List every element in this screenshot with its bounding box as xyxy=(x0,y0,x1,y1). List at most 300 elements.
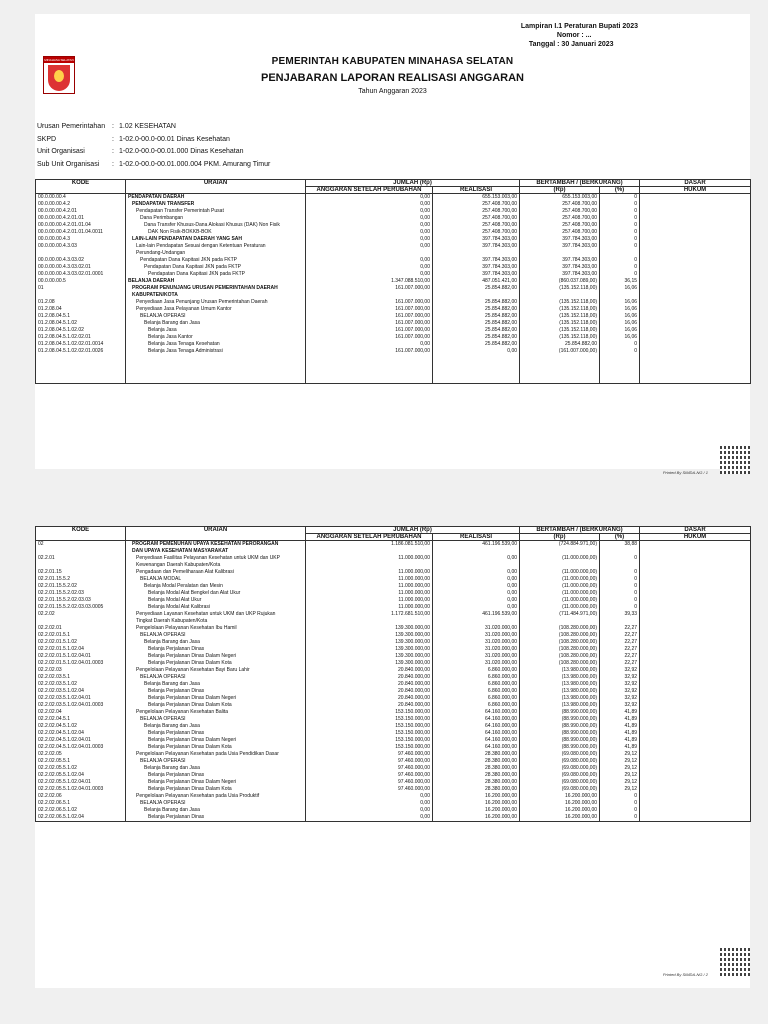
uraian-cell: Belanja Barang dan Jasa xyxy=(126,723,306,730)
realisasi-cell: 0,00 xyxy=(433,348,520,355)
selisih-cell: 25.854.882,00 xyxy=(520,341,600,348)
realisasi-cell: 0,00 xyxy=(433,597,520,604)
table-row xyxy=(36,618,751,625)
realisasi-cell: 655.153.003,00 xyxy=(433,194,520,202)
table-row xyxy=(36,201,751,208)
dasar-hukum-cell xyxy=(640,660,751,667)
table-row xyxy=(36,555,751,562)
realisasi-cell: 28.380.000,00 xyxy=(433,751,520,758)
anggaran-cell: 0,00 xyxy=(306,236,433,243)
persen-cell: 0 xyxy=(600,807,640,814)
table-row xyxy=(36,590,751,597)
selisih-cell: 16.200.000,00 xyxy=(520,807,600,814)
selisih-cell: (13.980.000,00) xyxy=(520,702,600,709)
dasar-hukum-cell xyxy=(640,807,751,814)
dasar-hukum-cell xyxy=(640,793,751,800)
meta-value: 1.02 KESEHATAN xyxy=(119,123,176,130)
dasar-hukum-cell xyxy=(640,278,751,285)
uraian-cell: Pengelolaan Pelayanan Kesehatan pada Usia Pendidikan Dasar xyxy=(126,751,306,758)
dasar-hukum-cell xyxy=(640,730,751,737)
persen-cell: 29,12 xyxy=(600,772,640,779)
rp-header: (Rp) xyxy=(520,534,600,541)
uraian-cell: KABUPATEN/KOTA xyxy=(126,292,306,299)
selisih-cell: (711.484.971,00) xyxy=(520,611,600,618)
uraian-cell: PROGRAM PEMENUHAN UPAYA KESEHATAN PERORANGAN xyxy=(126,541,306,549)
table-row xyxy=(36,772,751,779)
realisasi-cell xyxy=(433,548,520,555)
uraian-cell: Belanja Jasa Tenaga Administrasi xyxy=(126,348,306,355)
dasar-hukum-cell xyxy=(640,751,751,758)
table-row xyxy=(36,306,751,313)
kode-cell: 02.2.01.15.5.2.02.03 xyxy=(36,590,126,597)
report-table-1 xyxy=(35,179,751,384)
persen-cell xyxy=(600,562,640,569)
selisih-cell: (69.080.000,00) xyxy=(520,765,600,772)
table-row xyxy=(36,569,751,576)
table-row xyxy=(36,313,751,320)
anggaran-cell: 97.460.000,00 xyxy=(306,772,433,779)
uraian-cell: Lain-lain Pendapatan Sesuai dengan Ketentuan Peraturan xyxy=(126,243,306,250)
persen-cell: 0 xyxy=(600,236,640,243)
org-info xyxy=(37,121,270,171)
anggaran-cell xyxy=(306,292,433,299)
table-row xyxy=(36,348,751,355)
realisasi-cell: 64.160.000,00 xyxy=(433,730,520,737)
qr-code-icon xyxy=(720,444,750,474)
uraian-cell: Belanja Barang dan Jasa xyxy=(126,807,306,814)
table-row xyxy=(36,562,751,569)
table-row xyxy=(36,674,751,681)
meta-key: Unit Organisasi xyxy=(37,148,85,155)
dasar-hukum-cell xyxy=(640,709,751,716)
anggaran-cell: 0,00 xyxy=(306,229,433,236)
kode-cell: 02.2.01.15.5.2.02.03.03.0005 xyxy=(36,604,126,611)
table-row xyxy=(36,257,751,264)
anggaran-cell: 11.000.000,00 xyxy=(306,576,433,583)
selisih-cell: (135.152.118,00) xyxy=(520,334,600,341)
qr-code-icon xyxy=(720,946,750,976)
table-row xyxy=(36,299,751,306)
dasar-hukum-cell xyxy=(640,236,751,243)
persen-cell: 0 xyxy=(600,569,640,576)
anggaran-cell: 97.460.000,00 xyxy=(306,751,433,758)
anggaran-cell: 0,00 xyxy=(306,194,433,202)
table-row xyxy=(36,625,751,632)
dasar-hukum-cell xyxy=(640,348,751,355)
table-row xyxy=(36,793,751,800)
kode-cell: 02.2.01.15 xyxy=(36,569,126,576)
kode-cell: 02.2.02.03.5.1.02.04 xyxy=(36,688,126,695)
realisasi-cell: 25.854.882,00 xyxy=(433,334,520,341)
kode-cell: 02.2.02.06.5.1.02.04 xyxy=(36,814,126,822)
uraian-cell: Belanja Perjalanan Dinas Dalam Kota xyxy=(126,744,306,751)
realisasi-cell: 16.200.000,00 xyxy=(433,800,520,807)
selisih-cell: (108.280.000,00) xyxy=(520,639,600,646)
uraian-cell: Belanja Perjalanan Dinas Dalam Kota xyxy=(126,702,306,709)
meta-row xyxy=(37,121,270,134)
anggaran-cell: 161.007.000,00 xyxy=(306,327,433,334)
dasar-hukum-cell xyxy=(640,779,751,786)
persen-cell: 0 xyxy=(600,264,640,271)
realisasi-cell: 28.380.000,00 xyxy=(433,758,520,765)
realisasi-cell: 31.020.000,00 xyxy=(433,660,520,667)
table-row xyxy=(36,208,751,215)
uraian-cell: BELANJA DAERAH xyxy=(126,278,306,285)
anggaran-header: ANGGARAN SETELAH PERUBAHAN xyxy=(306,187,433,194)
persen-cell: 29,12 xyxy=(600,751,640,758)
persen-cell: 0 xyxy=(600,348,640,355)
selisih-cell: (135.152.118,00) xyxy=(520,327,600,334)
anggaran-cell xyxy=(306,548,433,555)
table-row xyxy=(36,800,751,807)
table-row xyxy=(36,611,751,618)
fiscal-year: Tahun Anggaran 2023 xyxy=(358,88,427,95)
realisasi-cell: 25.854.882,00 xyxy=(433,306,520,313)
uraian-cell: Pendapatan Dana Kapitasi JKN pada FKTP xyxy=(126,264,306,271)
uraian-cell: Belanja Perjalanan Dinas Dalam Negeri xyxy=(126,779,306,786)
table-row xyxy=(36,723,751,730)
dasar-hukum-cell xyxy=(640,695,751,702)
dasar-hukum-cell xyxy=(640,800,751,807)
table-row xyxy=(36,341,751,348)
anggaran-cell: 139.300.000,00 xyxy=(306,632,433,639)
dasar-hukum-cell xyxy=(640,215,751,222)
realisasi-cell: 64.160.000,00 xyxy=(433,737,520,744)
persen-cell: 32,92 xyxy=(600,674,640,681)
dasar-hukum-cell xyxy=(640,632,751,639)
realisasi-cell: 0,00 xyxy=(433,555,520,562)
kode-cell: 02.2.01.15.5.2.02.03.03 xyxy=(36,597,126,604)
persen-cell: 0 xyxy=(600,201,640,208)
uraian-cell: Pengelolaan Pelayanan Kesehatan pada Usia Produktif xyxy=(126,793,306,800)
kode-cell: 02.2.02.05.5.1.02.04.01.0003 xyxy=(36,786,126,793)
uraian-cell: Penyediaan Layanan Kesehatan untuk UKM dan UKP Rujukan xyxy=(126,611,306,618)
kode-cell: 02.2.02.04.5.1.02 xyxy=(36,723,126,730)
table-row xyxy=(36,737,751,744)
report-table-2 xyxy=(35,526,751,822)
anggaran-cell: 139.300.000,00 xyxy=(306,660,433,667)
table-row xyxy=(36,758,751,765)
dasar-hukum-cell xyxy=(640,583,751,590)
uraian-cell: Penyediaan Jasa Pelayanan Umum Kantor xyxy=(126,306,306,313)
selisih-cell: (88.990.000,00) xyxy=(520,709,600,716)
uraian-cell: BELANJA OPERASI xyxy=(126,716,306,723)
persen-cell: 32,92 xyxy=(600,688,640,695)
table-row xyxy=(36,320,751,327)
persen-cell: 0 xyxy=(600,194,640,202)
persen-cell: 38,88 xyxy=(600,541,640,549)
uraian-cell: PENDAPATAN TRANSFER xyxy=(126,201,306,208)
selisih-cell: (724.884.971,00) xyxy=(520,541,600,549)
kode-cell: 00.0.00.00.4.3.03.02.01 xyxy=(36,264,126,271)
persen-cell: 41,89 xyxy=(600,716,640,723)
realisasi-cell: 25.854.882,00 xyxy=(433,299,520,306)
kode-cell: 01.2.08.04.5.1.02.02 xyxy=(36,327,126,334)
kode-cell: 02.2.02.06.5.1 xyxy=(36,800,126,807)
anggaran-cell: 0,00 xyxy=(306,208,433,215)
kode-cell: 02.2.02.01.5.1.02 xyxy=(36,639,126,646)
realisasi-cell: 25.854.882,00 xyxy=(433,285,520,292)
uraian-cell: Belanja Barang dan Jasa xyxy=(126,681,306,688)
dasar-hukum-cell xyxy=(640,597,751,604)
uraian-cell: BELANJA OPERASI xyxy=(126,632,306,639)
realisasi-cell: 6.860.000,00 xyxy=(433,681,520,688)
meta-colon: : xyxy=(112,123,114,130)
table-row xyxy=(36,660,751,667)
anggaran-cell: 0,00 xyxy=(306,215,433,222)
anggaran-cell: 0,00 xyxy=(306,201,433,208)
anggaran-cell: 1.186.081.510,00 xyxy=(306,541,433,549)
realisasi-cell: 257.408.700,00 xyxy=(433,208,520,215)
selisih-cell: (88.990.000,00) xyxy=(520,737,600,744)
dasar-hukum-cell xyxy=(640,737,751,744)
selisih-cell xyxy=(520,250,600,257)
kode-cell: 02.2.02.03.5.1.02.04.01.0003 xyxy=(36,702,126,709)
kode-cell: 00.0.00.00.4.2.01.01.04 xyxy=(36,222,126,229)
dasar-hukum-cell xyxy=(640,264,751,271)
persen-cell xyxy=(600,292,640,299)
selisih-cell: (69.080.000,00) xyxy=(520,772,600,779)
uraian-cell: Belanja Perjalanan Dinas xyxy=(126,688,306,695)
uraian-cell: Belanja Barang dan Jasa xyxy=(126,765,306,772)
table-row xyxy=(36,744,751,751)
kode-cell: 01.2.08.04.5.1.02 xyxy=(36,320,126,327)
anggaran-cell: 153.150.000,00 xyxy=(306,744,433,751)
selisih-cell: (13.980.000,00) xyxy=(520,674,600,681)
realisasi-cell xyxy=(433,292,520,299)
selisih-cell: (88.990.000,00) xyxy=(520,744,600,751)
uraian-cell: Penyediaan Fasilitas Pelayanan Kesehatan untuk UKM dan UKP xyxy=(126,555,306,562)
persen-cell: 39,33 xyxy=(600,611,640,618)
realisasi-header: REALISASI xyxy=(433,534,520,541)
persen-cell: 0 xyxy=(600,576,640,583)
anggaran-cell: 0,00 xyxy=(306,257,433,264)
kode-cell: 02.2.02.01.5.1.02.04.01.0003 xyxy=(36,660,126,667)
dasar-hukum-cell xyxy=(640,555,751,562)
dasar-hukum-cell xyxy=(640,681,751,688)
persen-cell: 16,06 xyxy=(600,313,640,320)
realisasi-cell: 64.160.000,00 xyxy=(433,709,520,716)
table-row xyxy=(36,751,751,758)
selisih-cell: 397.784.303,00 xyxy=(520,257,600,264)
tanggal-line: Tanggal : 30 Januari 2023 xyxy=(528,41,614,48)
persen-cell: 22,27 xyxy=(600,639,640,646)
dasar-header: DASAR xyxy=(640,527,751,534)
anggaran-cell: 11.000.000,00 xyxy=(306,604,433,611)
realisasi-cell: 397.784.303,00 xyxy=(433,236,520,243)
table-row xyxy=(36,583,751,590)
kode-cell: 02.2.02.04 xyxy=(36,709,126,716)
uraian-cell: Penyediaan Jasa Penunjang Urusan Pemerintahan Daerah xyxy=(126,299,306,306)
persen-cell xyxy=(600,250,640,257)
dasar-hukum-cell xyxy=(640,604,751,611)
dasar-hukum-cell xyxy=(640,590,751,597)
uraian-header: URAIAN xyxy=(126,180,306,194)
realisasi-cell: 28.380.000,00 xyxy=(433,772,520,779)
kode-cell: 02.2.02.05.5.1.02.04 xyxy=(36,772,126,779)
kode-cell: 02.2.02.04.5.1.02.04.01.0003 xyxy=(36,744,126,751)
uraian-cell: Belanja Modal Alat Ukur xyxy=(126,597,306,604)
dasar-hukum-cell xyxy=(640,765,751,772)
anggaran-cell: 0,00 xyxy=(306,800,433,807)
selisih-cell: 257.408.700,00 xyxy=(520,215,600,222)
kode-cell: 00.0.00.00.4.3.03.02.01.0001 xyxy=(36,271,126,278)
selisih-cell: 16.200.000,00 xyxy=(520,793,600,800)
selisih-cell: (69.080.000,00) xyxy=(520,786,600,793)
realisasi-cell: 0,00 xyxy=(433,604,520,611)
dasar-hukum-cell xyxy=(640,716,751,723)
dasar-hukum-cell xyxy=(640,201,751,208)
realisasi-cell: 461.196.539,00 xyxy=(433,611,520,618)
anggaran-cell: 11.000.000,00 xyxy=(306,590,433,597)
meta-colon: : xyxy=(112,148,114,155)
persen-cell: 29,12 xyxy=(600,765,640,772)
meta-key: Sub Unit Organisasi xyxy=(37,160,100,168)
kode-cell: 01.2.08.04.5.1.02.02.01.0014 xyxy=(36,341,126,348)
selisih-cell: (13.980.000,00) xyxy=(520,695,600,702)
selisih-cell xyxy=(520,292,600,299)
anggaran-cell: 20.840.000,00 xyxy=(306,681,433,688)
kode-cell: 02.2.02.06 xyxy=(36,793,126,800)
uraian-cell: Belanja Perjalanan Dinas Dalam Negeri xyxy=(126,695,306,702)
kode-cell: 00.0.00.00.4 xyxy=(36,194,126,202)
uraian-cell: BELANJA OPERASI xyxy=(126,800,306,807)
selisih-cell: (108.280.000,00) xyxy=(520,660,600,667)
kode-cell: 01.2.08.04.5.1 xyxy=(36,313,126,320)
kode-header: KODE xyxy=(36,527,126,541)
table-row xyxy=(36,278,751,285)
selisih-cell: (135.152.118,00) xyxy=(520,320,600,327)
realisasi-cell: 31.020.000,00 xyxy=(433,646,520,653)
table-row xyxy=(36,814,751,822)
dasar-hukum-cell xyxy=(640,257,751,264)
blank-row xyxy=(36,355,751,383)
persen-cell xyxy=(600,548,640,555)
persen-cell: 16,06 xyxy=(600,334,640,341)
realisasi-cell: 257.408.700,00 xyxy=(433,201,520,208)
persen-cell: 32,92 xyxy=(600,667,640,674)
meta-colon: : xyxy=(112,135,114,143)
table-row xyxy=(36,765,751,772)
table-row xyxy=(36,541,751,549)
dasar-hukum-cell xyxy=(640,341,751,348)
jumlah-header: JUMLAH (Rp) xyxy=(306,527,520,534)
table-row xyxy=(36,695,751,702)
realisasi-cell: 31.020.000,00 xyxy=(433,653,520,660)
selisih-cell: 397.784.303,00 xyxy=(520,236,600,243)
kode-cell: 02.2.02.01 xyxy=(36,625,126,632)
persen-cell: 0 xyxy=(600,215,640,222)
uraian-cell: Perundang-Undangan xyxy=(126,250,306,257)
dasar-hukum-cell xyxy=(640,611,751,618)
uraian-cell: Pendapatan Dana Kapitasi JKN pada FKTP xyxy=(126,257,306,264)
realisasi-cell: 28.380.000,00 xyxy=(433,765,520,772)
anggaran-cell: 0,00 xyxy=(306,264,433,271)
printed-by: Printed By SIMDA-NG / 1 xyxy=(662,470,708,475)
selisih-cell: (11.000.000,00) xyxy=(520,555,600,562)
kode-cell: 02.2.02.03 xyxy=(36,667,126,674)
table-row xyxy=(36,250,751,257)
persen-cell: 32,92 xyxy=(600,681,640,688)
persen-cell: 22,27 xyxy=(600,660,640,667)
kode-cell: 02.2.02.06.5.1.02 xyxy=(36,807,126,814)
anggaran-cell xyxy=(306,250,433,257)
table-row xyxy=(36,681,751,688)
dasar-hukum-cell xyxy=(640,786,751,793)
uraian-cell: Belanja Jasa xyxy=(126,327,306,334)
meta-value: 1-02.0-00.0-00.01.000.004 PKM. Amurang Timur xyxy=(119,160,271,168)
dasar-hukum-cell xyxy=(640,313,751,320)
dasar-hukum-cell xyxy=(640,667,751,674)
kode-cell xyxy=(36,562,126,569)
anggaran-cell: 161.007.000,00 xyxy=(306,348,433,355)
kode-cell: 01.2.08.04.5.1.02.02.01.0026 xyxy=(36,348,126,355)
logo-text: MINAHASA SELATAN xyxy=(44,58,74,62)
uraian-cell: Belanja Modal Peralatan dan Mesin xyxy=(126,583,306,590)
report-page-1 xyxy=(35,14,750,475)
uraian-cell: Pengelolaan Pelayanan Kesehatan Bayi Baru Lahir xyxy=(126,667,306,674)
anggaran-cell: 0,00 xyxy=(306,814,433,822)
kode-cell: 01.2.08.04 xyxy=(36,306,126,313)
realisasi-header: REALISASI xyxy=(433,187,520,194)
realisasi-cell: 6.860.000,00 xyxy=(433,674,520,681)
dasar-hukum-cell xyxy=(640,618,751,625)
anggaran-cell: 11.000.000,00 xyxy=(306,583,433,590)
uraian-cell: Belanja Barang dan Jasa xyxy=(126,639,306,646)
realisasi-cell: 25.854.882,00 xyxy=(433,341,520,348)
meta-key: SKPD xyxy=(37,135,57,143)
anggaran-cell: 20.840.000,00 xyxy=(306,688,433,695)
selisih-cell: (108.280.000,00) xyxy=(520,653,600,660)
persen-cell: 0 xyxy=(600,341,640,348)
dasar-hukum-cell xyxy=(640,625,751,632)
persen-cell: 0 xyxy=(600,814,640,822)
uraian-cell: BELANJA OPERASI xyxy=(126,674,306,681)
dasar-hukum-cell xyxy=(640,548,751,555)
anggaran-cell: 1.172.681.510,00 xyxy=(306,611,433,618)
table-row xyxy=(36,604,751,611)
anggaran-cell: 139.300.000,00 xyxy=(306,639,433,646)
kode-cell: 02.2.01.15.5.2.02 xyxy=(36,583,126,590)
kode-cell: 02.2.02.03.5.1 xyxy=(36,674,126,681)
table-row xyxy=(36,243,751,250)
anggaran-cell: 97.460.000,00 xyxy=(306,765,433,772)
realisasi-cell: 397.784.303,00 xyxy=(433,257,520,264)
dasar-hukum-cell xyxy=(640,299,751,306)
table-row xyxy=(36,597,751,604)
lampiran-line: Lampiran I.1 Peraturan Bupati 2023 xyxy=(520,23,638,30)
anggaran-cell: 153.150.000,00 xyxy=(306,737,433,744)
kode-cell: 00.0.00.00.4.2.01 xyxy=(36,208,126,215)
report-page-2 xyxy=(35,526,750,988)
uraian-cell: DAK Non Fisik-BOKKB-BOK xyxy=(126,229,306,236)
selisih-cell: (69.080.000,00) xyxy=(520,758,600,765)
uraian-cell: PROGRAM PENUNJANG URUSAN PEMERINTAHAN DAERAH xyxy=(126,285,306,292)
table-row xyxy=(36,653,751,660)
uraian-header: URAIAN xyxy=(126,527,306,541)
realisasi-cell xyxy=(433,618,520,625)
dasar-hukum-cell xyxy=(640,334,751,341)
persen-cell: 0 xyxy=(600,222,640,229)
anggaran-cell: 97.460.000,00 xyxy=(306,779,433,786)
meta-value: 1-02.0-00.0-00.01 Dinas Kesehatan xyxy=(119,135,230,143)
anggaran-cell: 0,00 xyxy=(306,341,433,348)
table-row xyxy=(36,264,751,271)
persen-cell: 0 xyxy=(600,793,640,800)
meta-value: 1-02.0-00.0-00.01.000 Dinas Kesehatan xyxy=(119,148,244,155)
selisih-cell: (88.990.000,00) xyxy=(520,716,600,723)
anggaran-cell: 11.000.000,00 xyxy=(306,569,433,576)
